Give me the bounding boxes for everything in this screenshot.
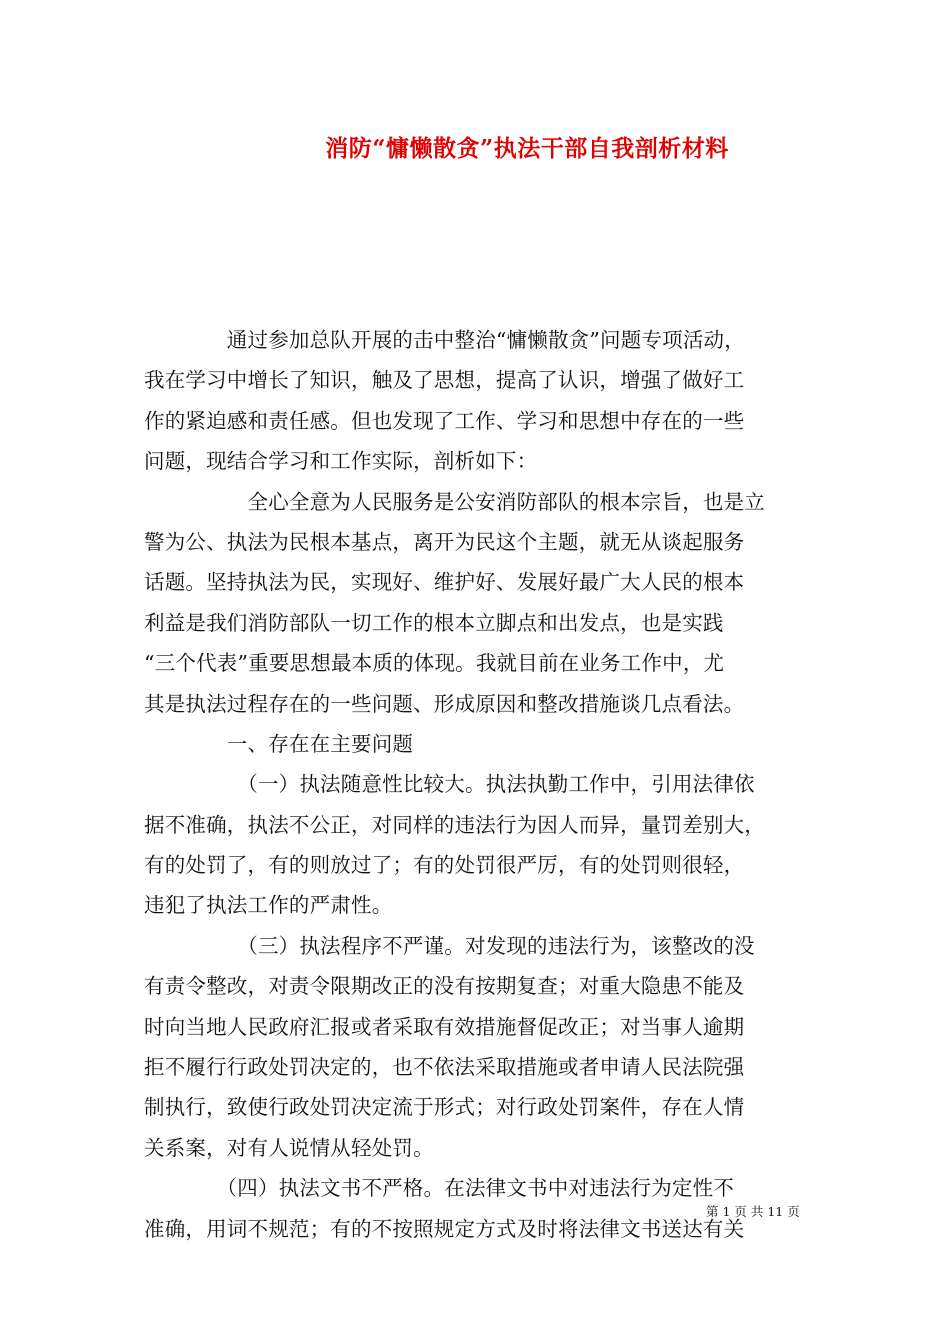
text-line: 通过参加总队开展的击中整治“慵懒散贪”问题专项活动，: [144, 328, 745, 352]
page-footer: 第 1 页 共 11 页: [706, 1204, 800, 1219]
text-line: 话题。坚持执法为民，实现好、维护好、发展好最广大人民的根本: [144, 570, 745, 595]
text-line: 违犯了执法工作的严肃性。: [144, 893, 393, 918]
text-line: 有责令整改，对责令限期改正的没有按期复查；对重大隐患不能及: [144, 974, 745, 999]
text-line: 警为公、执法为民根本基点，离开为民这个主题，就无从谈起服务: [144, 529, 745, 554]
text-line: 时向当地人民政府汇报或者采取有效措施督促改正；对当事人逾期: [144, 1014, 745, 1039]
page-title: 消防“慵懒散贪”执法干部自我剖析材料: [325, 135, 729, 162]
text-line: 拒不履行行政处罚决定的，也不依法采取措施或者申请人民法院强: [144, 1055, 745, 1080]
text-line: 利益是我们消防部队一切工作的根本立脚点和出发点，也是实践: [144, 610, 724, 635]
text-line: “三个代表”重要思想最本质的体现。我就目前在业务工作中，尤: [144, 651, 725, 676]
text-line: 准确，用词不规范；有的不按照规定方式及时将法律文书送达有关: [144, 1216, 745, 1241]
text-line: 制执行，致使行政处罚决定流于形式；对行政处罚案件，存在人情: [144, 1095, 745, 1120]
text-line: （一）执法随意性比较大。执法执勤工作中，引用法律依: [144, 772, 755, 797]
text-line: 问题，现结合学习和工作实际，剖析如下：: [144, 449, 538, 474]
text-line: 其是执法过程存在的一些问题、形成原因和整改措施谈几点看法。: [144, 691, 745, 716]
text-line: （四）执法文书不严格。在法律文书中对违法行为定性不: [144, 1176, 735, 1201]
body-text: [144, 320, 820, 1249]
text-line: 有的处罚了，有的则放过了；有的处罚很严厉，有的处罚则很轻，: [144, 853, 745, 878]
text-line: 全心全意为人民服务是公安消防部队的根本宗旨，也是立: [144, 489, 765, 514]
section-heading: 一、存在在主要问题: [144, 731, 414, 756]
text-line: 据不准确，执法不公正，对同样的违法行为因人而异，量罚差别大，: [144, 812, 765, 837]
text-line: 我在学习中增长了知识，触及了思想，提高了认识，增强了做好工: [144, 368, 745, 393]
text-line: （三）执法程序不严谨。对发现的违法行为，该整改的没: [144, 933, 755, 958]
text-line: 关系案，对有人说情从轻处罚。: [144, 1135, 434, 1160]
text-line: 作的紧迫感和责任感。但也发现了工作、学习和思想中存在的一些: [144, 408, 745, 433]
